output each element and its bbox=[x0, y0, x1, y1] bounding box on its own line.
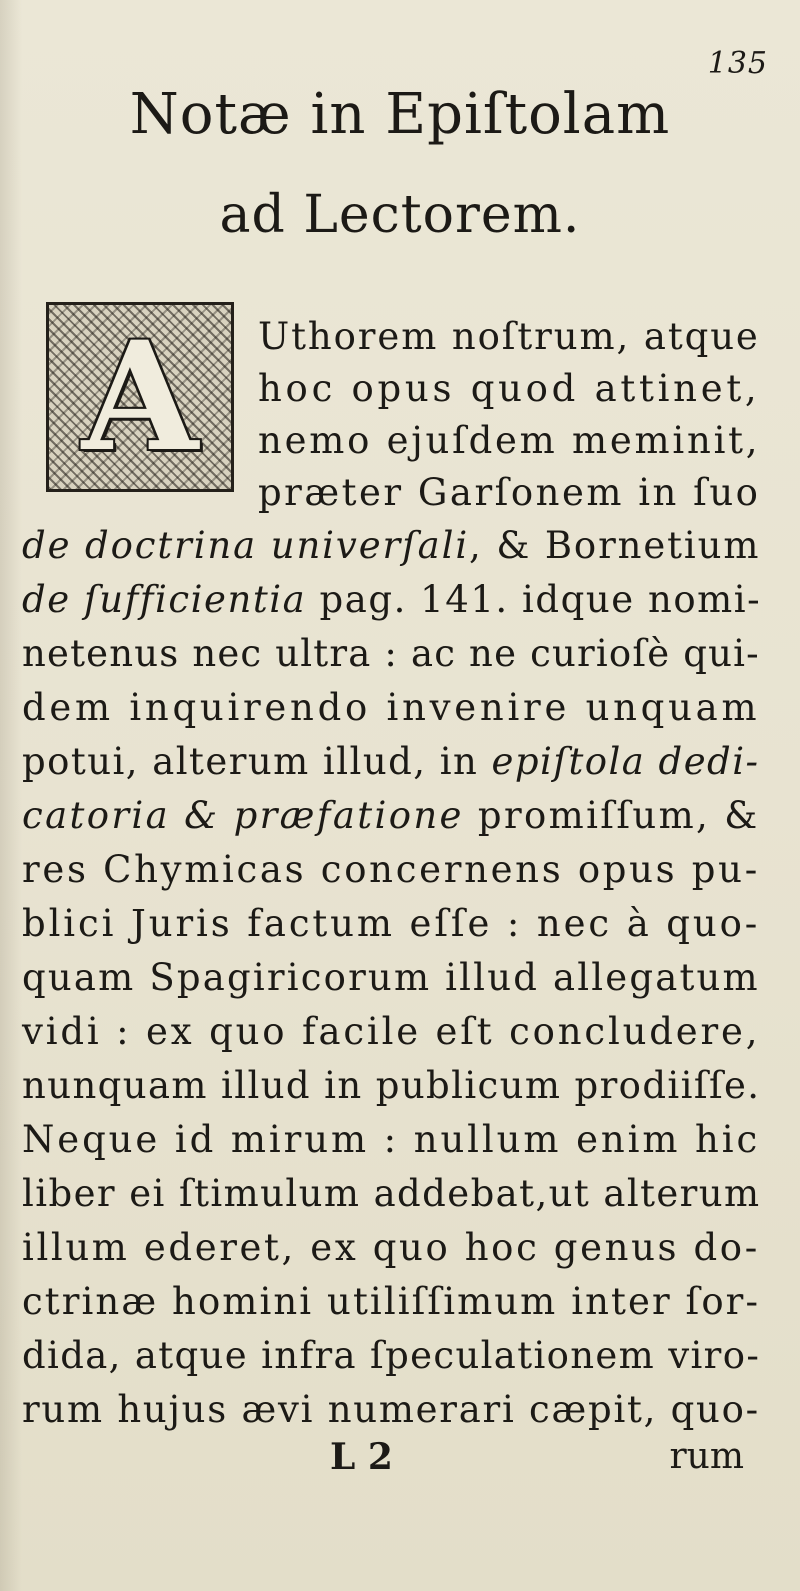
text-line: hoc opus quod attinet, bbox=[258, 367, 761, 410]
initial-letter: A bbox=[81, 309, 199, 485]
text-line: catoria & præfatione promiſſum, & bbox=[22, 794, 760, 837]
text-line: dida, atque infra ſpeculationem viro- bbox=[22, 1334, 761, 1377]
text-line: rum hujus ævi numerari cæpit, quo- bbox=[22, 1388, 760, 1431]
text-line: blici Juris factum eſſe : nec à quo- bbox=[22, 902, 761, 945]
text-line: de ſufficientia pag. 141. idque nomi- bbox=[22, 578, 762, 621]
text-line: nemo ejuſdem meminit, bbox=[258, 419, 761, 462]
text-line: quam Spagiricorum illud allegatum bbox=[22, 956, 760, 999]
text-line: vidi : ex quo facile eſt concludere, bbox=[22, 1010, 761, 1053]
text-line: res Chymicas concernens opus pu- bbox=[22, 848, 760, 891]
signature-mark: L 2 bbox=[330, 1436, 393, 1478]
decorated-initial bbox=[46, 302, 234, 492]
text-line: illum ederet, ex quo hoc genus do- bbox=[22, 1226, 760, 1269]
text-line: Uthorem noſtrum, atque bbox=[258, 315, 760, 358]
text-line: potui, alterum illud, in epiſtola dedi- bbox=[22, 740, 760, 783]
text-line: Neque id mirum : nullum enim hic bbox=[22, 1118, 761, 1161]
title-line-1: Notæ in Epiſtolam bbox=[129, 82, 671, 147]
page-number: 135 bbox=[707, 46, 768, 81]
text-line: nunquam illud in publicum prodiiſſe. bbox=[22, 1064, 761, 1107]
text-line: ctrinæ homini utiliſſimum inter ſor- bbox=[22, 1280, 761, 1323]
text-line: liber ei ſtimulum addebat,ut alterum bbox=[22, 1172, 761, 1215]
text-line: præter Garſonem in ſuo bbox=[258, 471, 761, 514]
catchword: rum bbox=[669, 1436, 744, 1477]
text-line: netenus nec ultra : ac ne curioſè qui- bbox=[22, 632, 760, 675]
text-line: dem inquirendo invenire unquam bbox=[22, 686, 761, 729]
title-line-2: ad Lectorem. bbox=[219, 185, 581, 245]
text-line: de doctrina univerſali, & Bornetium bbox=[22, 524, 761, 567]
